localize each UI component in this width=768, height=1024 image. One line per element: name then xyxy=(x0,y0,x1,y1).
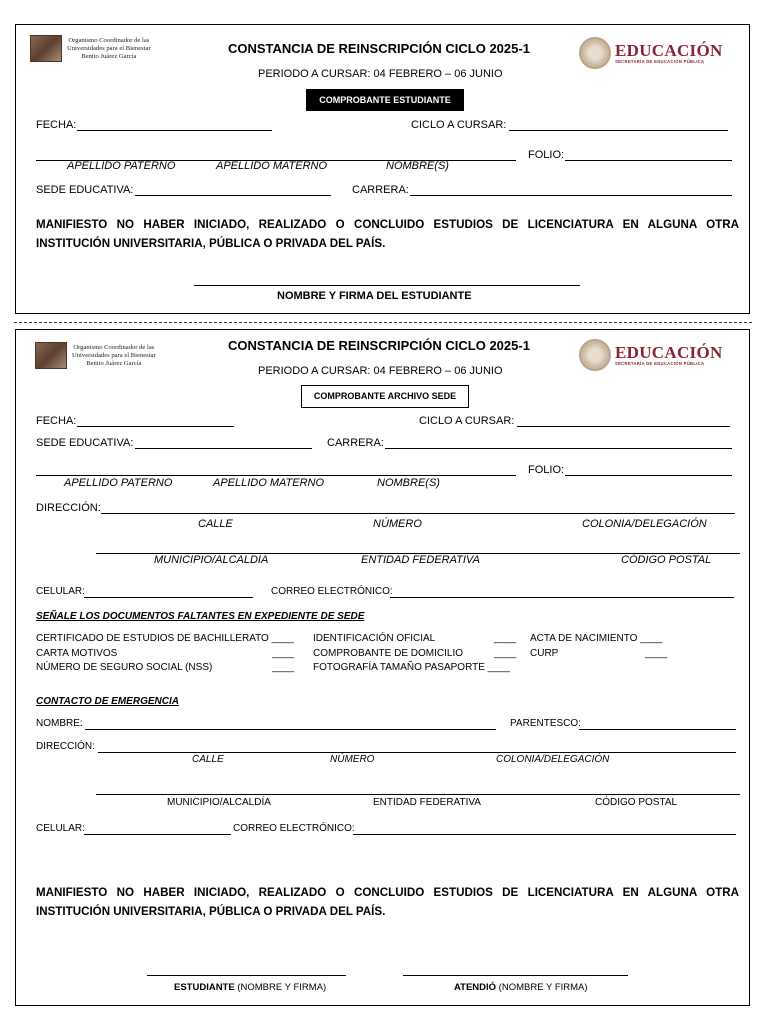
em-municipio-caption: MUNICIPIO/ALCALDÍA xyxy=(167,797,271,808)
mexico-seal-icon xyxy=(579,37,611,69)
em-celular-label: CELULAR: xyxy=(36,823,85,834)
archive-sede-label: SEDE EDUCATIVA: xyxy=(36,437,134,449)
em-calle-caption: CALLE xyxy=(192,754,224,765)
doc-fotografia[interactable]: FOTOGRAFÍA TAMAÑO PASAPORTE ____ xyxy=(313,662,510,673)
document-title-archive: CONSTANCIA DE REINSCRIPCIÓN CICLO 2025-1 xyxy=(228,338,530,353)
archive-folio-label: FOLIO: xyxy=(528,464,565,476)
doc-identificacion[interactable]: IDENTIFICACIÓN OFICIAL xyxy=(313,633,436,644)
sep-logo-archive xyxy=(579,339,723,371)
ciclo-label: CICLO A CURSAR: xyxy=(411,119,507,131)
org-logo xyxy=(30,35,151,62)
org-name: Organismo Coordinador de las Universidades para el Bienestar Benito Juárez García xyxy=(67,36,151,60)
em-cp-caption: CÓDIGO POSTAL xyxy=(595,797,678,808)
archive-full-name-field[interactable] xyxy=(36,475,516,476)
cut-line xyxy=(14,322,752,323)
em-municipio-field[interactable] xyxy=(96,794,740,795)
document-title: CONSTANCIA DE REINSCRIPCIÓN CICLO 2025-1 xyxy=(228,41,530,56)
em-colonia-caption: COLONIA/DELEGACIÓN xyxy=(496,754,610,765)
direccion-field[interactable] xyxy=(101,513,735,514)
apellido-paterno-caption: APELLIDO PATERNO xyxy=(67,160,176,172)
correo-field[interactable] xyxy=(390,597,734,598)
correo-label: CORREO ELECTRÓNICO: xyxy=(271,586,393,597)
attended-sign-caption: ATENDIÓ (NOMBRE Y FIRMA) xyxy=(454,982,588,993)
em-parentesco-field[interactable] xyxy=(579,729,736,730)
archive-fecha-label: FECHA: xyxy=(36,415,77,427)
direccion-label: DIRECCIÓN: xyxy=(36,502,101,514)
doc-nss-check[interactable]: ____ xyxy=(272,662,295,673)
student-signature-field[interactable] xyxy=(194,285,580,286)
cp-caption: CÓDIGO POSTAL xyxy=(621,554,712,566)
docs-title: SEÑALE LOS DOCUMENTOS FALTANTES EN EXPEDIENTE DE SEDE xyxy=(36,611,365,622)
numero-caption: NÚMERO xyxy=(373,518,422,530)
student-badge: COMPROBANTE ESTUDIANTE xyxy=(306,89,464,111)
archive-apellido-materno-caption: APELLIDO MATERNO xyxy=(213,477,325,489)
doc-carta-check[interactable]: ____ xyxy=(272,648,295,659)
brand-name: EDUCACIÓN xyxy=(615,40,723,60)
doc-identificacion-check[interactable]: ____ xyxy=(494,633,517,644)
archive-fecha-field[interactable] xyxy=(77,426,234,427)
doc-carta-motivos[interactable]: CARTA MOTIVOS xyxy=(36,648,118,659)
attended-sign-field[interactable] xyxy=(403,975,628,976)
doc-certificado[interactable]: CERTIFICADO DE ESTUDIOS DE BACHILLERATO ____ xyxy=(36,633,294,644)
archive-apellido-paterno-caption: APELLIDO PATERNO xyxy=(64,477,173,489)
period-text: PERIODO A CURSAR: 04 FEBRERO – 06 JUNIO xyxy=(258,68,503,80)
sede-field[interactable] xyxy=(135,195,331,196)
em-direccion-label: DIRECCIÓN: xyxy=(36,741,95,752)
sep-logo xyxy=(579,37,723,69)
carrera-field[interactable] xyxy=(410,195,732,196)
archive-ciclo-label: CICLO A CURSAR: xyxy=(419,415,515,427)
org-name-archive: Organismo Coordinador de las Universidades para el Bienestar Benito Juárez García xyxy=(72,343,156,367)
em-nombre-field[interactable] xyxy=(85,729,496,730)
student-sign-caption: ESTUDIANTE (NOMBRE Y FIRMA) xyxy=(174,982,327,993)
archive-ciclo-field[interactable] xyxy=(517,426,730,427)
carrera-label: CARRERA: xyxy=(352,184,409,196)
manifest-statement: MANIFIESTO NO HABER INICIADO, REALIZADO O CONCLUIDO ESTUDIOS DE LICENCIATURA EN ALGUNA OTRA INSTITUCIÓN UNIVERSITARIA, PÚBLICA O PRIVADA DEL PAÍS. xyxy=(36,218,739,250)
student-signature-caption: NOMBRE Y FIRMA DEL ESTUDIANTE xyxy=(277,290,472,302)
ciclo-field[interactable] xyxy=(509,130,728,131)
student-sign-field[interactable] xyxy=(147,975,346,976)
em-parentesco-label: PARENTESCO: xyxy=(510,718,581,729)
calle-caption: CALLE xyxy=(198,518,233,530)
brand-subtitle-archive: SECRETARÍA DE EDUCACIÓN PÚBLICA xyxy=(615,360,705,366)
doc-comprobante-domicilio[interactable]: COMPROBANTE DE DOMICILIO xyxy=(313,648,464,659)
archive-sede-field[interactable] xyxy=(135,448,312,449)
em-direccion-field[interactable] xyxy=(98,752,736,753)
nombres-caption: NOMBRE(S) xyxy=(386,160,449,172)
brand-subtitle: SECRETARÍA DE EDUCACIÓN PÚBLICA xyxy=(615,58,705,64)
em-celular-field[interactable] xyxy=(84,834,231,835)
doc-comprobante-check[interactable]: ____ xyxy=(494,648,517,659)
org-logo-archive xyxy=(35,342,156,369)
fecha-label: FECHA: xyxy=(36,119,77,131)
colonia-caption: COLONIA/DELEGACIÓN xyxy=(582,518,707,530)
brand-name-archive: EDUCACIÓN xyxy=(615,342,723,362)
archive-nombres-caption: NOMBRE(S) xyxy=(377,477,440,489)
organism-logo-icon xyxy=(35,342,67,369)
doc-nss[interactable]: NÚMERO DE SEGURO SOCIAL (NSS) xyxy=(36,662,213,673)
celular-field[interactable] xyxy=(84,597,253,598)
apellido-materno-caption: APELLIDO MATERNO xyxy=(216,160,328,172)
folio-label: FOLIO: xyxy=(528,149,565,161)
municipio-caption: MUNICIPIO/ALCALDIA xyxy=(154,554,269,566)
mexico-seal-icon xyxy=(579,339,611,371)
entidad-caption: ENTIDAD FEDERATIVA xyxy=(361,554,480,566)
archive-manifest-statement: MANIFIESTO NO HABER INICIADO, REALIZADO O CONCLUIDO ESTUDIOS DE LICENCIATURA EN ALGUNA OTRA INSTITUCIÓN UNIVERSITARIA, PÚBLICA O PRIVADA DEL PAÍS. xyxy=(36,886,739,918)
em-correo-label: CORREO ELECTRÓNICO: xyxy=(233,823,355,834)
archive-carrera-label: CARRERA: xyxy=(327,437,384,449)
folio-field[interactable] xyxy=(565,160,732,161)
doc-acta[interactable]: ACTA DE NACIMIENTO ____ xyxy=(530,633,663,644)
fecha-field[interactable] xyxy=(77,130,272,131)
archive-folio-field[interactable] xyxy=(565,475,732,476)
doc-curp-check[interactable]: ____ xyxy=(645,648,668,659)
celular-label: CELULAR: xyxy=(36,586,85,597)
sede-label: SEDE EDUCATIVA: xyxy=(36,184,134,196)
em-nombre-label: NOMBRE: xyxy=(36,718,83,729)
period-text-archive: PERIODO A CURSAR: 04 FEBRERO – 06 JUNIO xyxy=(258,365,503,377)
em-correo-field[interactable] xyxy=(353,834,736,835)
em-entidad-caption: ENTIDAD FEDERATIVA xyxy=(373,797,481,808)
doc-curp[interactable]: CURP xyxy=(530,648,559,659)
archive-carrera-field[interactable] xyxy=(385,448,732,449)
emergency-title: CONTACTO DE EMERGENCIA xyxy=(36,696,179,707)
em-numero-caption: NÚMERO xyxy=(330,754,375,765)
archive-badge: COMPROBANTE ARCHIVO SEDE xyxy=(301,385,469,408)
organism-logo-icon xyxy=(30,35,62,62)
